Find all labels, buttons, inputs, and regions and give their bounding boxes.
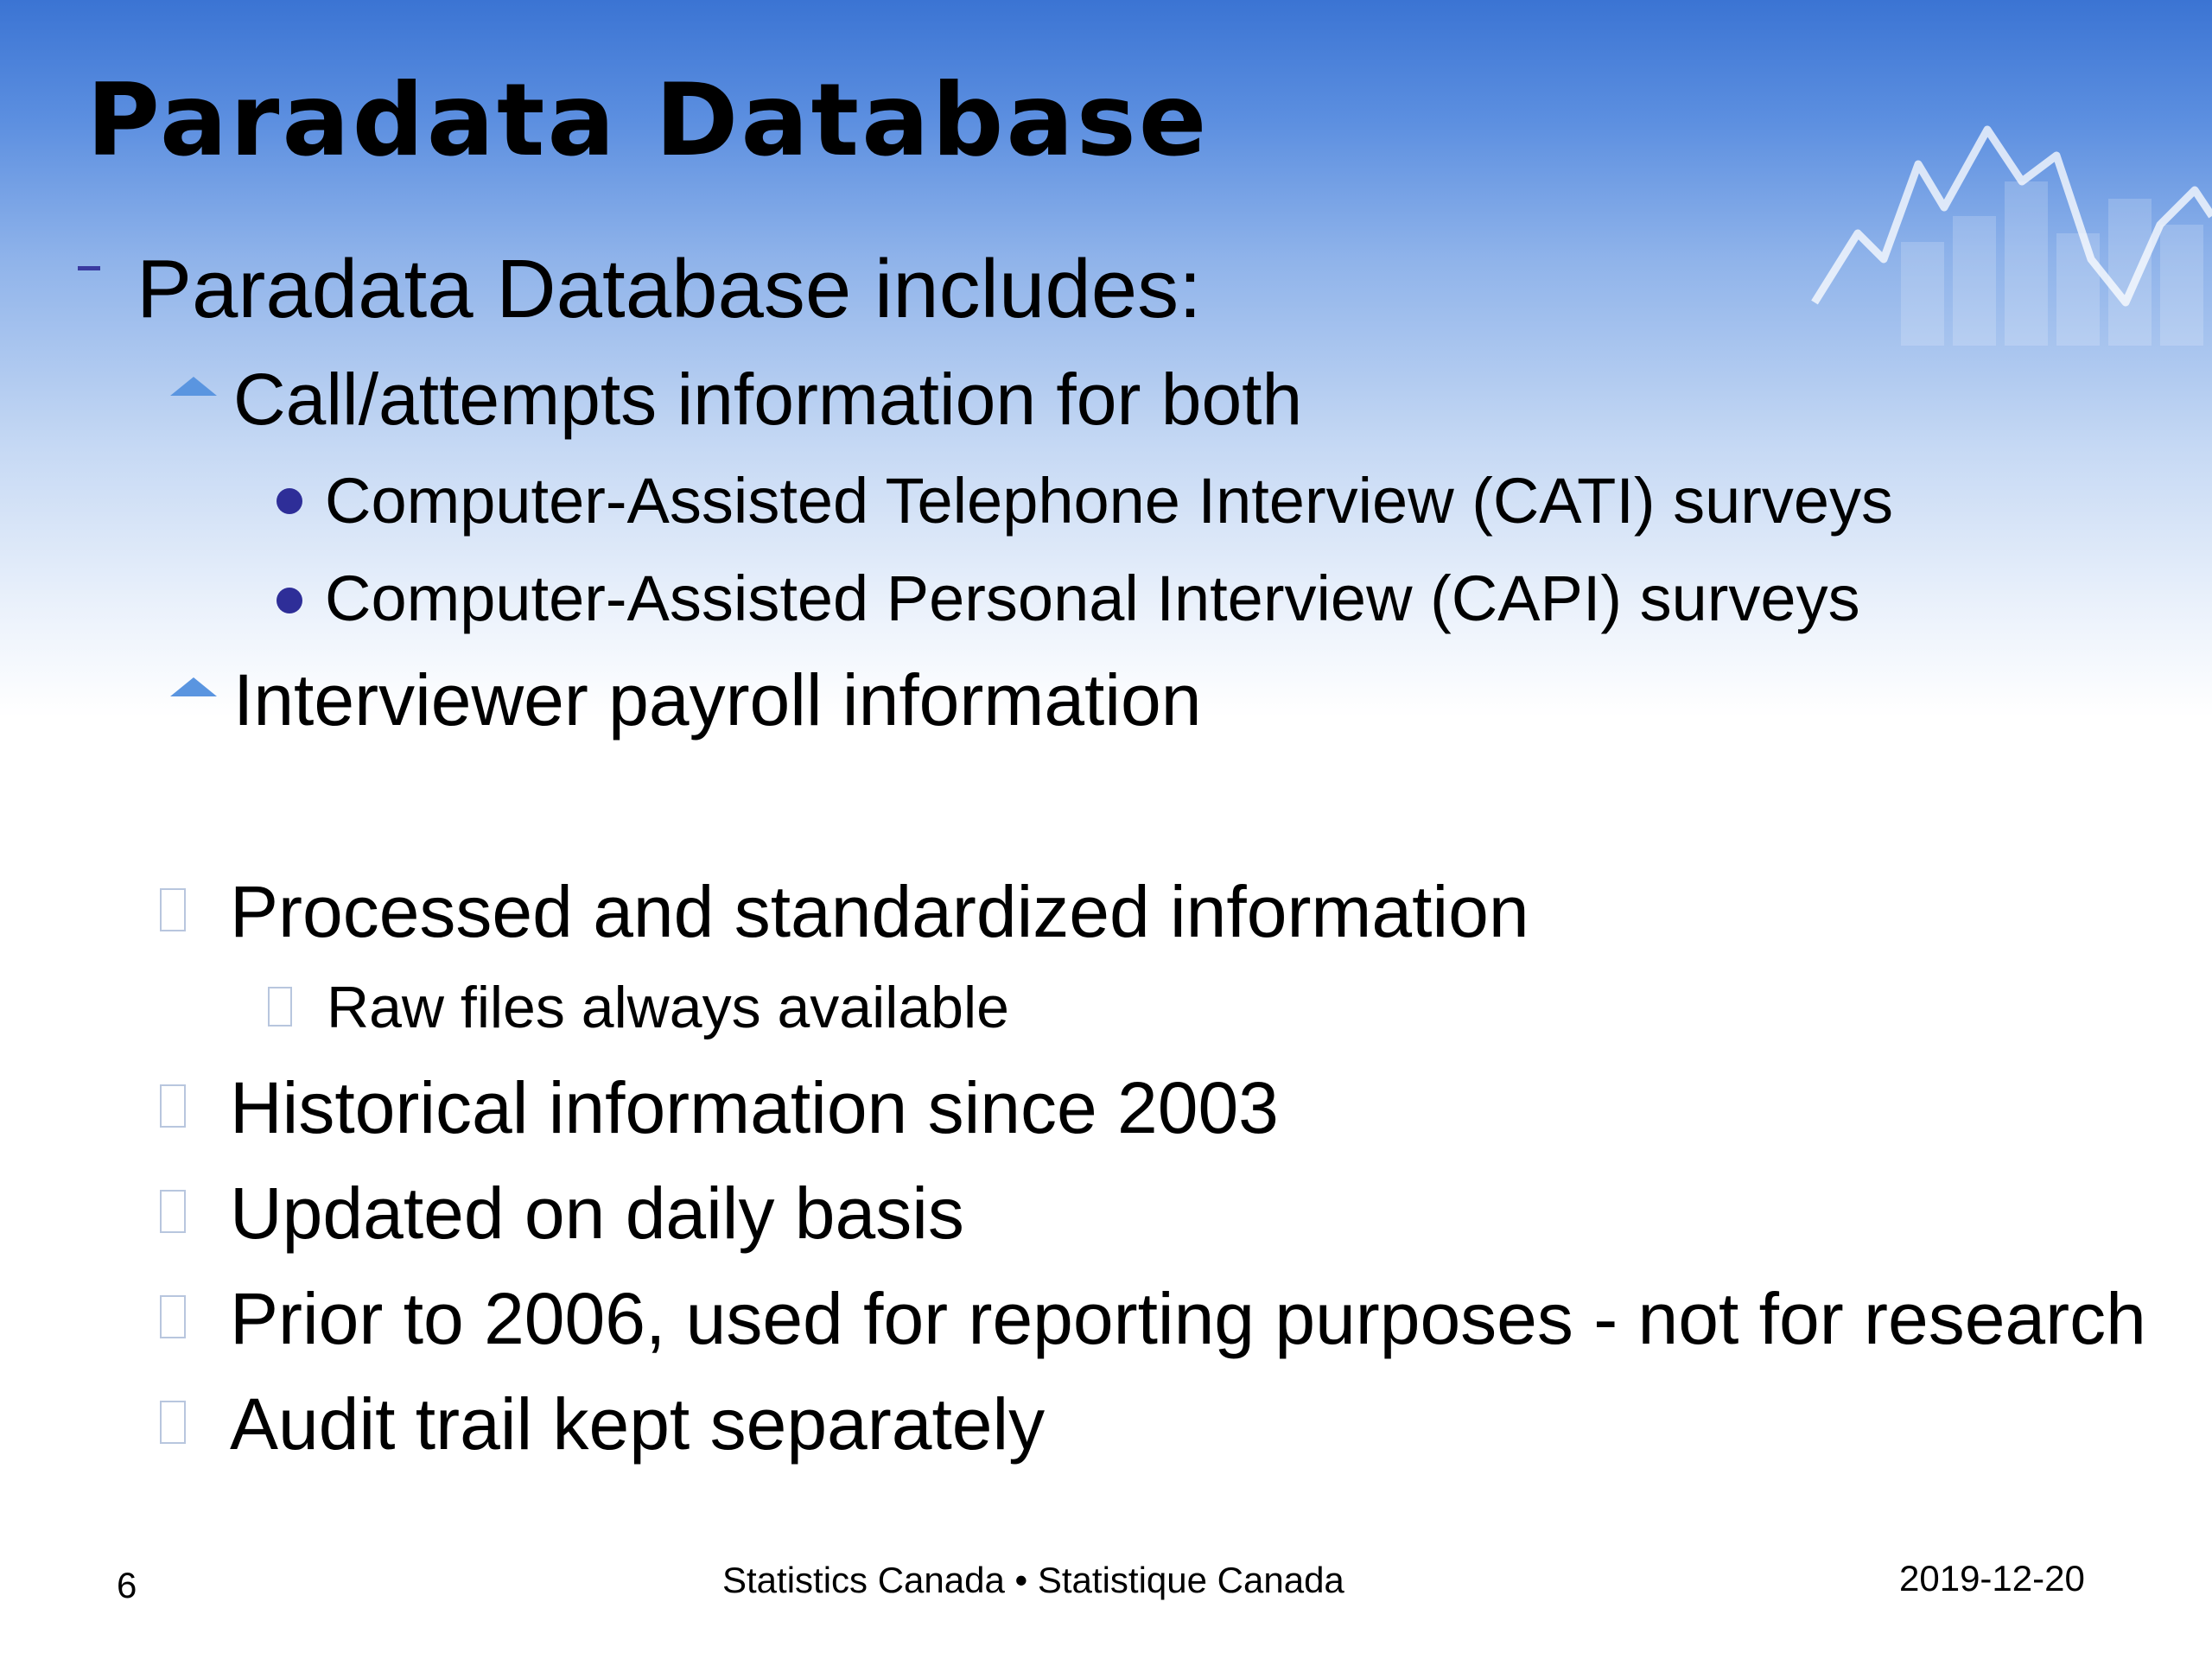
bullet-historical: Historical information since 2003	[230, 1067, 1279, 1148]
bullet-call-attempts: Call/attempts information for both	[233, 359, 1303, 440]
box-bullet-icon	[160, 1084, 186, 1128]
dot-bullet-icon	[276, 588, 302, 613]
box-bullet-icon	[268, 987, 292, 1027]
bullet-prior: Prior to 2006, used for reporting purposes - not for research	[230, 1278, 2146, 1359]
box-bullet-icon	[160, 888, 186, 931]
slide-title: Paradata Database	[86, 62, 1210, 179]
bullet-updated: Updated on daily basis	[230, 1173, 964, 1254]
bullet-capi: Computer-Assisted Personal Interview (CAPI) surveys	[325, 563, 1860, 634]
box-bullet-icon	[160, 1190, 186, 1233]
footer-organization: Statistics Canada • Statistique Canada	[722, 1560, 1344, 1600]
bullet-cati: Computer-Assisted Telephone Interview (CATI) surveys	[325, 465, 1894, 537]
line-chart-decoration-icon	[1711, 86, 2212, 354]
page-number: 6	[117, 1565, 137, 1605]
bullet-processed: Processed and standardized information	[230, 871, 1529, 952]
bullet-payroll: Interviewer payroll information	[233, 659, 1202, 741]
bullet-audit: Audit trail kept separately	[230, 1383, 1046, 1465]
triangle-bullet-icon	[170, 677, 217, 696]
bullet-raw-files: Raw files always available	[327, 975, 1009, 1040]
bullet-level1-includes: Paradata Database includes:	[137, 243, 1202, 335]
dash-bullet-icon	[78, 266, 100, 270]
footer-date: 2019-12-20	[1899, 1558, 2085, 1599]
box-bullet-icon	[160, 1295, 186, 1338]
box-bullet-icon	[160, 1401, 186, 1444]
dot-bullet-icon	[276, 488, 302, 514]
triangle-bullet-icon	[170, 377, 217, 396]
